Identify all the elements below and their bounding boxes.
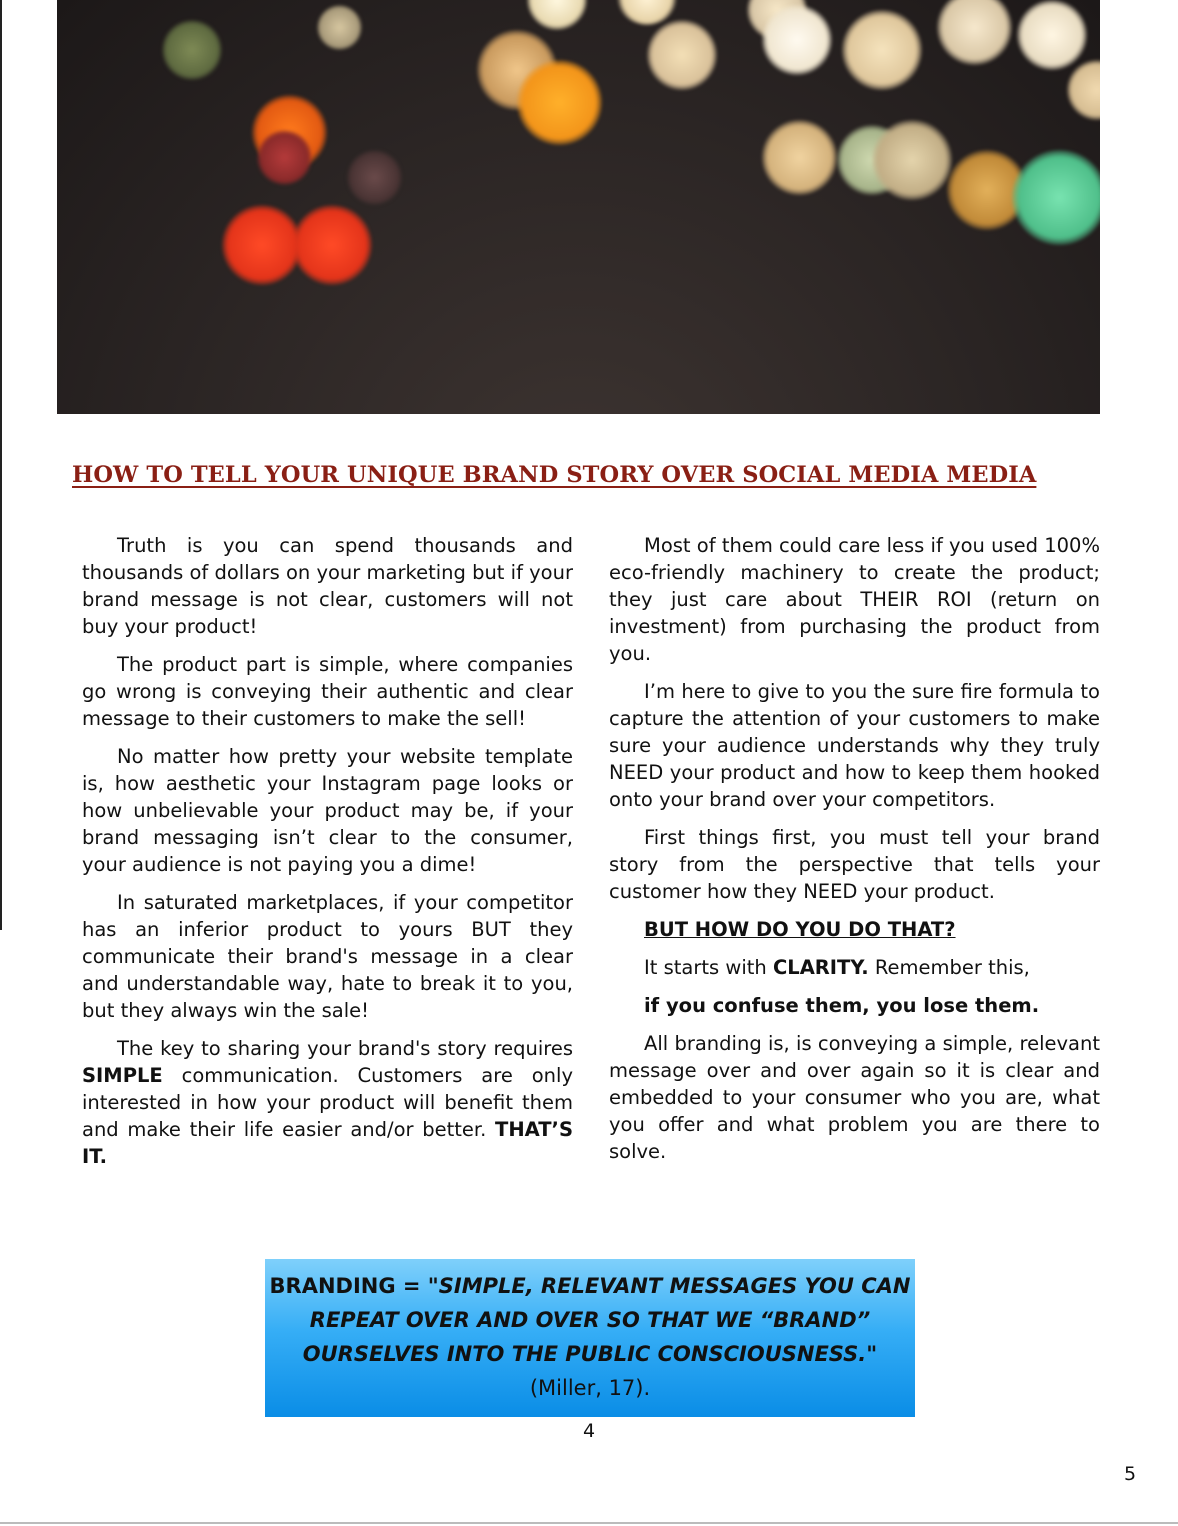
callout-quote: SIMPLE, RELEVANT MESSAGES YOU CAN REPEAT OVER AND OVER SO THAT WE “BRAND” OURSELVES INTO THE PUBLIC CONSCIOUSNESS.	[302, 1274, 911, 1366]
text-run: It starts with	[644, 956, 773, 979]
left-border-line	[0, 0, 2, 930]
bokeh-light	[222, 205, 302, 285]
bokeh-light	[762, 5, 832, 75]
bold-text: CLARITY.	[772, 956, 869, 979]
bokeh-light	[842, 10, 922, 90]
bokeh-light	[1067, 60, 1100, 120]
paragraph: I’m here to give to you the sure fire formula to capture the attention of your customers to make sure your audience understands why they truly NEED your product and how to keep them hooked onto your brand over your competitors.	[609, 680, 1100, 811]
page-number-inner: 4	[582, 1420, 596, 1442]
bokeh-light	[1017, 0, 1087, 70]
right-column	[609, 532, 1100, 1176]
callout-citation: (Miller, 17).	[529, 1376, 651, 1400]
bokeh-light	[517, 60, 602, 145]
paragraph: Truth is you can spend thousands and thousands of dollars on your marketing but if your brand message is not clear, customers will not buy your product!	[82, 534, 573, 638]
branding-quote-box	[265, 1259, 915, 1417]
paragraph: Most of them could care less if you used 100% eco-friendly machinery to create the product; they just care about THEIR ROI (return on investment) from purchasing the product from you.	[609, 534, 1100, 665]
bokeh-light	[872, 120, 952, 200]
left-column	[82, 532, 573, 1181]
bokeh-light	[937, 0, 1012, 65]
callout-close-quote: "	[866, 1342, 878, 1366]
paragraph	[609, 954, 1100, 981]
article-heading: HOW TO TELL YOUR UNIQUE BRAND STORY OVER SOCIAL MEDIA MEDIA	[72, 462, 1037, 488]
text-run: Remember this,	[868, 956, 1030, 979]
paragraph: In saturated marketplaces, if your competitor has an inferior product to yours BUT they communicate their brand's message in a clear and understandable way, hate to break it to you, but they always win the sale!	[82, 891, 573, 1022]
bokeh-light	[162, 20, 222, 80]
page-number-outer: 5	[1124, 1463, 1137, 1485]
paragraph: The product part is simple, where companies go wrong is conveying their authentic and clear message to their customers to make the sell!	[82, 653, 573, 730]
paragraph: First things first, you must tell your brand story from the perspective that tells your customer how they NEED your product.	[609, 826, 1100, 903]
text-run: communication. Customers are only interested in how your product will benefit them and make their life easier and/or better.	[82, 1064, 573, 1141]
bokeh-light	[1012, 150, 1100, 245]
paragraph	[82, 1035, 573, 1170]
hero-photo-bokeh-lights	[57, 0, 1100, 414]
bokeh-light	[762, 120, 837, 195]
bold-text: if you confuse them, you lose them.	[644, 994, 1040, 1017]
bokeh-light	[347, 150, 402, 205]
paragraph: All branding is, is conveying a simple, relevant message over and over again so it is clear and embedded to your consumer who you are, what you offer and what problem you are there to solve.	[609, 1032, 1100, 1163]
paragraph: No matter how pretty your website template is, how aesthetic your Instagram page looks or how unbelievable your product may be, if your brand messaging isn’t clear to the consumer, your audience is not paying you a dime!	[82, 745, 573, 876]
text-run: The key to sharing your brand's story requires	[117, 1037, 573, 1060]
underlined-question: BUT HOW DO YOU DO THAT?	[644, 918, 956, 941]
callout-lead: BRANDING = "	[269, 1274, 439, 1298]
subheading	[609, 916, 1100, 943]
bokeh-light	[527, 0, 587, 30]
bokeh-light	[292, 205, 372, 285]
bokeh-light	[617, 0, 677, 25]
bokeh-light	[257, 130, 312, 185]
paragraph	[609, 992, 1100, 1019]
bokeh-light	[317, 5, 362, 50]
bokeh-light	[647, 20, 717, 90]
bold-text: THAT’S IT.	[82, 1118, 573, 1168]
bold-text: SIMPLE	[82, 1064, 163, 1087]
bottom-divider	[0, 1522, 1178, 1524]
